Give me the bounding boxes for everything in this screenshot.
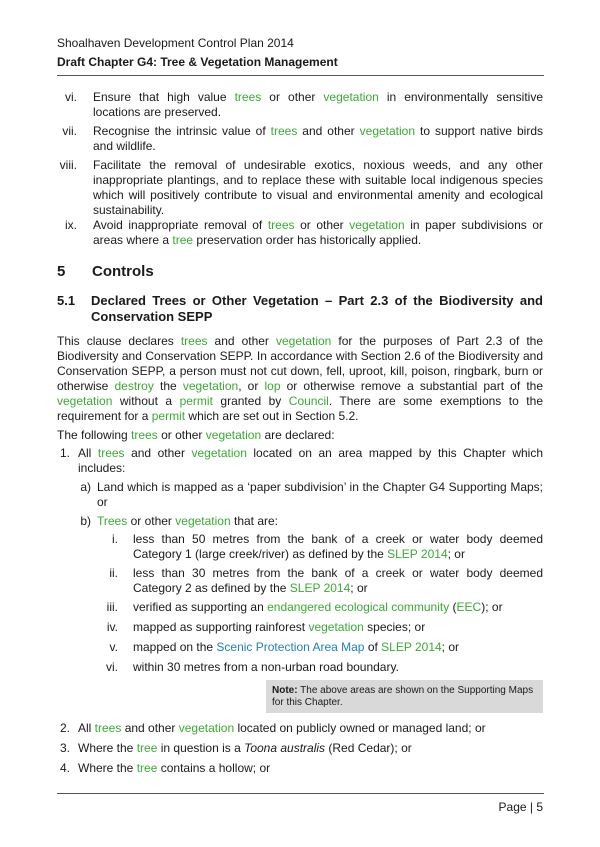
objective-text [93,90,543,120]
highlighted-term: lop [264,379,281,393]
text-run: located on an area mapped by this Chapter which includes: [78,446,544,475]
text-run: ( [449,600,457,614]
note-label: Note: [272,685,298,696]
sub-list-marker: ii. [109,566,118,580]
text-run: and other [121,721,179,735]
highlighted-term: vegetation [178,721,235,735]
text-run: ); or [481,600,503,614]
highlighted-term: Council [288,394,329,408]
sub-list-item-text [133,620,543,635]
header-chapter-title: Draft Chapter G4: Tree & Vegetation Management [57,55,338,69]
text-run: within 30 metres from a non-urban road boundary. [133,660,399,674]
highlighted-term: vegetation [275,334,332,348]
text-run: located on publicly owned or managed land; or [234,721,486,735]
subsection-number: 5.1 [57,293,76,308]
text-run: granted by [212,394,289,408]
list-item-text [78,721,543,736]
text-run: without a [112,394,180,408]
subsection-title: Declared Trees or Other Vegetation – Part 2.3 of the Biodiversity and Conservation SEPP [91,293,543,324]
highlighted-term: permit [179,394,213,408]
text-run: or otherwise remove a substantial part of the [280,379,544,393]
highlighted-term: vegetation [323,90,379,104]
highlighted-term: EEC [456,600,482,614]
highlighted-term: endangered ecological community [267,600,450,614]
text-run: in environmentally sensitive locations are preserved. [93,90,544,119]
text-run: of [364,640,382,654]
text-run: species; or [363,620,426,634]
text-run: ; or [441,640,460,654]
text-run: Avoid inappropriate removal of [93,218,268,232]
objective-marker: viii. [59,158,77,172]
text-run: preservation order has historically applied. [193,233,422,247]
text-run: . There are some exemptions to the requirement for a [57,394,543,423]
text-run: in question is a [157,741,245,755]
text-run: (Red Cedar); or [325,741,412,755]
text-run: or other [261,90,324,104]
declared-intro [57,428,543,443]
highlighted-term: Trees [97,514,128,528]
text-run: Facilitate the removal of undesirable exotics, noxious weeds, and any other inappropriate plantings, and to replace these with suitable local indigenous species which will positively contribute to visual and environmental amenity and ecological sustainability. [93,158,543,217]
highlighted-term: vegetation [205,428,262,442]
text-run: verified as supporting an [133,600,268,614]
list-marker: 2. [59,721,70,735]
highlighted-term: Scenic Protection Area Map [216,640,365,654]
objective-marker: vi. [65,90,77,104]
highlighted-term: vegetation [308,620,364,634]
highlighted-term: vegetation [175,514,231,528]
highlighted-term: tree [136,761,158,775]
highlighted-term: trees [94,721,122,735]
footer-divider [57,793,544,794]
sub-list-item-text [133,660,543,675]
highlighted-term: vegetation [57,394,113,408]
note-body: The above areas are shown on the Supporting Maps for this Chapter. [272,685,534,708]
objective-marker: vii. [62,124,77,138]
text-run: Recognise the intrinsic value of [93,124,271,138]
objective-text [93,218,543,248]
highlighted-term: SLEP 2014 [381,640,442,654]
highlighted-term: tree [172,233,194,247]
text-run: , or [238,379,265,393]
highlighted-term: trees [97,446,125,460]
highlighted-term: SLEP 2014 [289,581,351,595]
note-box [266,680,543,713]
objective-text [93,124,543,154]
text-run: The following [57,428,132,442]
highlighted-term: vegetation [359,124,416,138]
text-run: less than 50 metres from the bank of a creek or water body deemed Category 1 (large creek/river) as defined by the [133,532,543,561]
section-number: 5 [57,263,66,280]
text-run: for the purposes of Part 2.3 of the Biodiversity and Conservation SEPP. In accordance with Section 2.6 of the Biodiversity and Conservation SEPP, a person must not cut down, fell, uproot, kill, poison, ringbark, burn or otherwise [57,334,544,393]
objective-text [93,158,543,218]
text-run: or other [294,218,350,232]
list-item-text [78,446,543,476]
sub-list-item-text [133,566,543,596]
list-marker: 1. [59,446,70,460]
highlighted-term: trees [267,218,295,232]
sub-list-item-text [133,600,543,615]
highlighted-term: SLEP 2014 [387,547,448,561]
text-run: All [78,446,98,460]
text-run: or other [127,514,176,528]
highlighted-term: permit [151,409,186,423]
text-run: contains a hollow; or [157,761,271,775]
sub-list-marker: vi. [106,660,118,674]
highlighted-term: trees [270,124,298,138]
text-run: This clause declares [57,334,181,348]
text-run: Toona australis [244,741,326,755]
text-run: and other [297,124,360,138]
text-run: Land which is mapped as a ‘paper subdivision’ in the Chapter G4 Supporting Maps; or [97,480,543,509]
list-item-text [97,514,543,529]
highlighted-term: tree [136,741,158,755]
list-item-text [78,761,543,776]
text-run: mapped on the [133,640,217,654]
section-title: Controls [92,263,154,280]
text-run: the [153,379,183,393]
highlighted-term: destroy [114,379,154,393]
list-marker: 3. [59,741,70,755]
text-run: ; or [447,547,465,561]
sub-list-item-text [133,532,543,562]
sub-list-marker: iii. [106,600,118,614]
highlighted-term: vegetation [349,218,405,232]
sub-list-marker: v. [109,640,118,654]
list-item-text [97,480,543,510]
sub-list-marker: i. [112,532,118,546]
highlighted-term: trees [180,334,208,348]
text-run: and other [207,334,276,348]
text-run: less than 30 metres from the bank of a creek or water body deemed Category 2 as defined by the [133,566,543,595]
intro-paragraph [57,334,543,424]
highlighted-term: trees [234,90,262,104]
sub-list-item-text [133,640,543,655]
text-run: mapped as supporting rainforest [133,620,309,634]
text-run: or other [157,428,206,442]
text-run: are declared: [261,428,335,442]
text-run: and other [124,446,192,460]
text-run: All [78,721,95,735]
section-heading-controls [57,263,154,280]
highlighted-term: vegetation [191,446,247,460]
header-plan-title: Shoalhaven Development Control Plan 2014 [57,36,294,50]
highlighted-term: trees [131,428,158,442]
text-run: in paper subdivisions or areas where a [93,218,544,247]
text-run: Where the [78,741,137,755]
note-text [272,685,538,709]
text-run: to support native birds and wildlife. [93,124,543,153]
list-marker: a) [80,480,91,494]
list-marker: 4. [59,761,70,775]
text-run: ; or [350,581,368,595]
list-marker: b) [80,514,91,528]
list-item-text [78,741,543,756]
text-run: that are: [230,514,279,528]
highlighted-term: vegetation [182,379,239,393]
objective-marker: ix. [65,218,77,232]
text-run: Where the [78,761,137,775]
header-divider [57,75,544,76]
sub-list-marker: iv. [106,620,118,634]
page-number: Page | 5 [498,800,543,814]
text-run: which are set out in Section 5.2. [185,409,359,423]
text-run: Ensure that high value [93,90,235,104]
